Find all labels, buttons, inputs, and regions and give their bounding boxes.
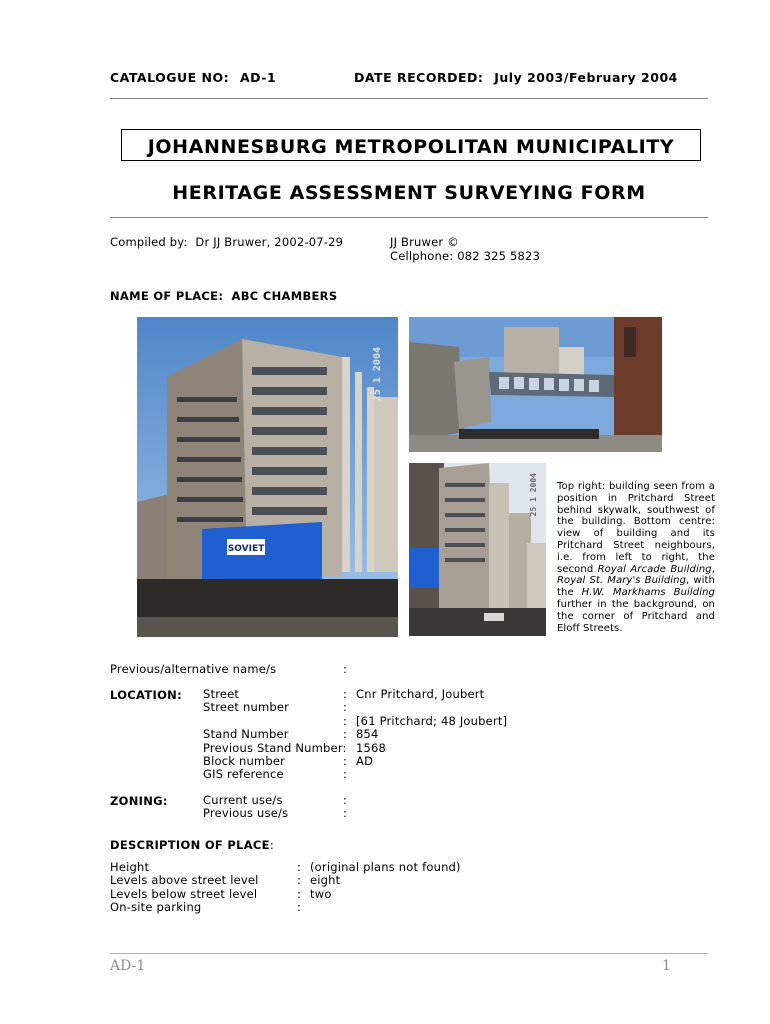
description-row-label: Height (110, 860, 150, 874)
location-row-label: Street number (203, 700, 290, 715)
skywalk-photo (409, 317, 662, 452)
location-colon: : (343, 727, 348, 742)
municipality-title: JOHANNESBURG METROPOLITAN MUNICIPALITY (147, 136, 675, 158)
location-colon: : (343, 754, 348, 769)
location-label: LOCATION: (110, 688, 182, 702)
description-values (310, 861, 461, 915)
author-cellphone: Cellphone: 082 325 5823 (390, 249, 541, 263)
location-values (356, 688, 507, 782)
date-stamp-main: 25 1 2004 (372, 347, 383, 402)
footer-divider (110, 953, 708, 954)
location-value: Cnr Pritchard, Joubert (356, 687, 485, 701)
caption-royal-arcade: Royal Arcade Building (597, 563, 712, 575)
zoning-colons (343, 794, 347, 821)
caption-part-a: Top right: building seen from a position in Pritchard Street behind skywalk, southwest of the building. Bottom centre: view of building and its Pritchard Street neighbours, i.e. from left to right, the second (557, 481, 715, 575)
location-row-label: Street (203, 687, 240, 701)
compiled-value: Dr JJ Bruwer, 2002-07-29 (195, 235, 344, 249)
date-value: July 2003/February 2004 (494, 70, 678, 85)
description-colon: : (297, 886, 302, 901)
location-row-label: GIS reference (203, 767, 284, 782)
location-colon: : (343, 687, 348, 701)
main-building-photo (137, 317, 398, 637)
description-row-label: Levels above street level (110, 873, 259, 888)
zoning-row-label: Previous use/s (203, 806, 289, 821)
catalogue-label: CATALOGUE NO: (110, 70, 230, 85)
caption-part-c: , with the (557, 575, 715, 599)
location-colon: : (343, 700, 348, 715)
photo-caption (557, 481, 715, 634)
author-copyright: JJ Bruwer © (390, 235, 459, 249)
zoning-colon: : (343, 806, 348, 821)
description-labels (110, 861, 259, 915)
description-row-label: On-site parking (110, 900, 202, 915)
name-of-place (110, 289, 337, 303)
place-value: ABC CHAMBERS (231, 289, 338, 303)
street-neighbours-photo (409, 463, 546, 636)
zoning-colon: : (343, 793, 348, 807)
description-colons (297, 861, 301, 915)
description-colon: : (297, 873, 302, 888)
page-number: 1 (662, 958, 671, 974)
caption-hw-markhams: H.W. Markhams Building (581, 587, 715, 599)
date-line (354, 70, 678, 85)
description-colon: : (269, 838, 274, 852)
description-value: eight (310, 873, 341, 888)
title-divider (110, 217, 708, 218)
description-heading (110, 834, 274, 853)
zoning-labels (203, 794, 288, 821)
description-label: DESCRIPTION OF PLACE (110, 838, 270, 852)
location-row-label: Stand Number (203, 727, 289, 742)
catalogue-line (110, 70, 276, 85)
caption-part-b: , (711, 563, 715, 575)
location-row-label (203, 715, 347, 728)
compiled-label: Compiled by: (110, 235, 188, 249)
catalogue-value: AD-1 (240, 70, 277, 85)
location-value: 1568 (356, 740, 387, 755)
location-colon (343, 742, 347, 755)
form-title: HERITAGE ASSESSMENT SURVEYING FORM (172, 182, 646, 204)
description-colon: : (297, 900, 302, 915)
compiled-by (110, 235, 343, 249)
caption-part-d: further in the background, on the corner of Pritchard and Eloff Streets. (557, 598, 715, 634)
location-value (356, 768, 507, 781)
place-label: NAME OF PLACE: (110, 289, 224, 303)
location-value: [61 Pritchard; 48 Joubert] (356, 713, 508, 728)
previous-names-colon: : (343, 662, 348, 676)
description-value: two (310, 886, 332, 901)
location-colon: : (343, 713, 348, 728)
zoning-row-label: Current use/s (203, 793, 283, 807)
date-label: DATE RECORDED: (354, 70, 484, 85)
location-value: 854 (356, 727, 379, 742)
description-value (310, 901, 461, 914)
location-colon: : (343, 767, 348, 782)
footer-catalogue: AD-1 (110, 958, 146, 974)
title-box (121, 129, 701, 161)
header-divider (110, 98, 708, 99)
location-row-label: Block number (203, 754, 286, 769)
caption-royal-st-marys: Royal St. Mary's Building (557, 575, 687, 587)
location-labels (203, 688, 347, 782)
location-value (356, 701, 507, 714)
sign-text: SOVIET (227, 544, 265, 554)
location-colons (343, 688, 347, 782)
zoning-label: ZONING: (110, 794, 168, 808)
description-row-label: Levels below street level (110, 886, 258, 901)
description-colon: : (297, 860, 302, 874)
previous-names-label: Previous/alternative name/s (110, 662, 277, 676)
description-value: (original plans not found) (310, 860, 461, 874)
location-row-label: Previous Stand Number: (203, 740, 347, 755)
location-value: AD (356, 753, 374, 768)
date-stamp-small: 25 1 2004 (529, 473, 538, 517)
